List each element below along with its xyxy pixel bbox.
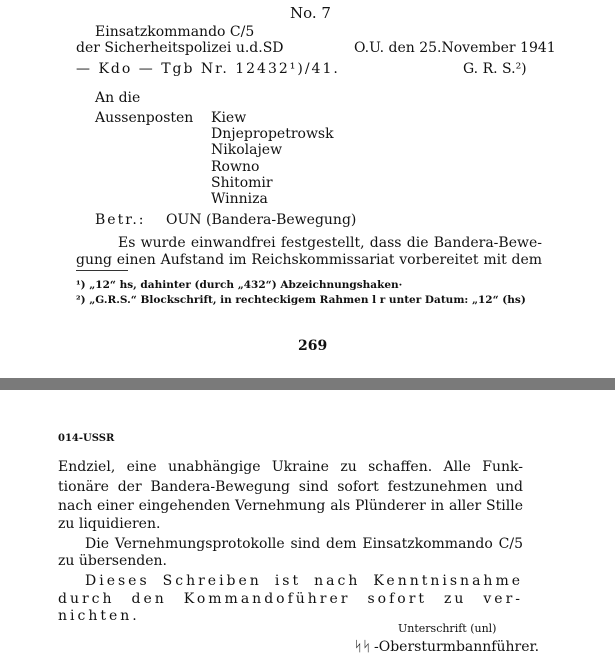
- body-line: gung einen Aufstand im Reichskommissariat vorbereitet mit dem: [76, 252, 542, 268]
- signature-note: Unterschrift (unl): [398, 622, 497, 635]
- document-number: No. 7: [290, 4, 331, 22]
- city-dnjepropetrowsk: Dnjepropetrowsk: [211, 126, 334, 142]
- place-date: O.U. den 25.November 1941: [354, 40, 556, 56]
- body-line-spaced: durch den Kommandoführer sofort zu ver-: [58, 591, 523, 607]
- unit-name-line2: der Sicherheitspolizei u.d.SD: [76, 40, 284, 56]
- body-line: tionäre der Bandera-Bewegung sind sofort festzunehmen und: [58, 479, 523, 495]
- city-rowno: Rowno: [211, 159, 260, 175]
- city-shitomir: Shitomir: [211, 175, 273, 191]
- body-line: Es wurde einwandfrei festgestellt, dass die Bandera-Bewe-: [118, 235, 542, 251]
- document-page-bottom: [0, 390, 615, 664]
- body-line: zu übersenden.: [58, 553, 167, 569]
- body-line: zu liquidieren.: [58, 516, 161, 532]
- reference-number: — Kdo — Tgb Nr. 12432¹)/41.: [76, 61, 340, 77]
- page-number: 269: [298, 338, 328, 354]
- grs-mark: G. R. S.²): [463, 61, 527, 77]
- footnote-2: ²) „G.R.S.“ Blockschrift, in rechteckigem Rahmen l r unter Datum: „12“ (hs): [76, 294, 526, 306]
- city-winniza: Winniza: [211, 191, 268, 207]
- page-divider: [0, 378, 615, 390]
- subject-text: OUN (Bandera-Bewegung): [166, 212, 357, 228]
- address-an-die: An die: [95, 90, 141, 106]
- body-line-spaced: nichten.: [58, 608, 140, 624]
- archive-mark: 014-USSR: [58, 433, 115, 444]
- city-kiew: Kiew: [211, 110, 247, 126]
- footnote-rule: [76, 270, 128, 271]
- unit-name-line1: Einsatzkommando C/5: [95, 24, 255, 40]
- body-line: nach einer eingehenden Vernehmung als Plünderer in aller Stille: [58, 498, 523, 514]
- ss-rune: ᛋᛋ: [354, 639, 371, 655]
- body-line-spaced: Dieses Schreiben ist nach Kenntnisnahme: [85, 573, 523, 589]
- subject-label: Betr.:: [95, 212, 146, 228]
- city-nikolajew: Nikolajew: [211, 142, 283, 158]
- body-line: Die Vernehmungsprotokolle sind dem Einsatzkommando C/5: [85, 536, 523, 552]
- address-aussenposten: Aussenposten: [95, 110, 194, 126]
- body-line: Endziel, eine unabhängige Ukraine zu schaffen. Alle Funk-: [58, 459, 523, 475]
- signature-rank: -Obersturmbannführer.: [374, 639, 540, 655]
- footnote-1: ¹) „12“ hs, dahinter (durch „432“) Abzeichnungshaken·: [76, 279, 403, 291]
